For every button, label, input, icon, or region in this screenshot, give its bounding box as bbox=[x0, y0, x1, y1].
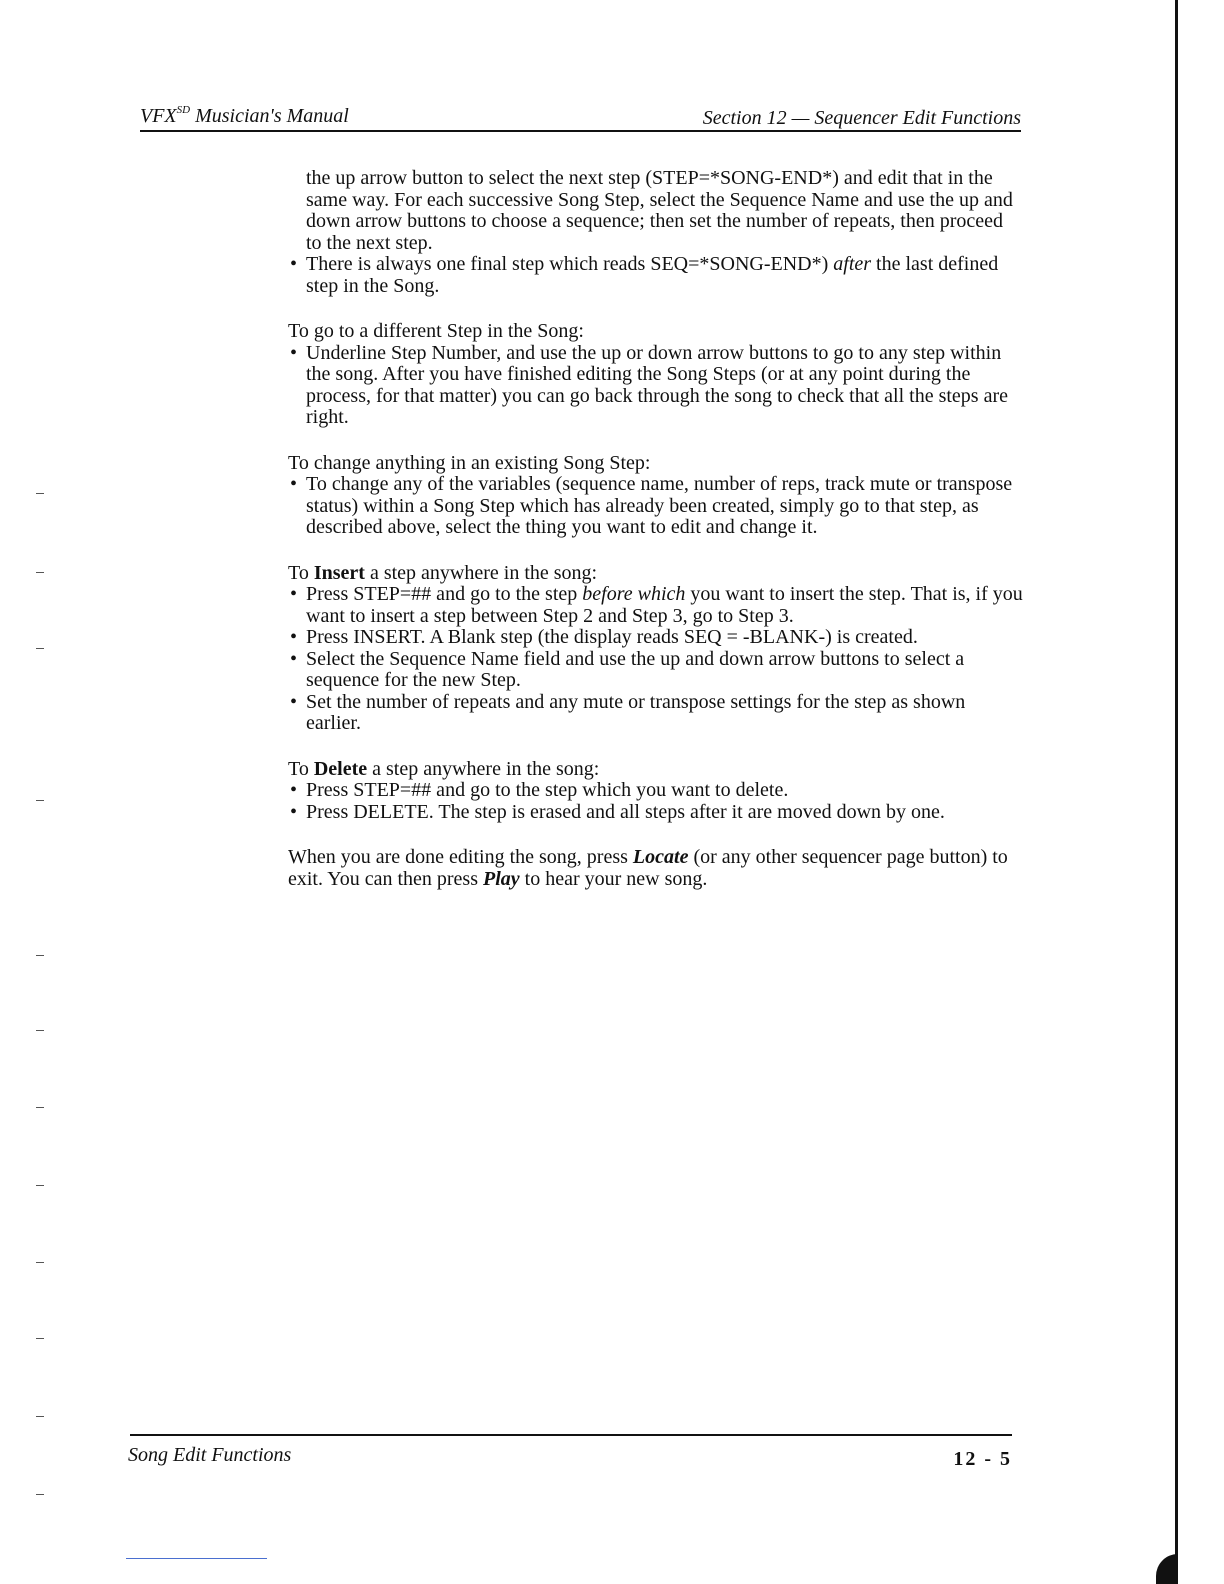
text-run: to hear your new song. bbox=[519, 867, 708, 890]
page-body bbox=[288, 168, 1023, 890]
manual-title-rest: Musician's Manual bbox=[190, 105, 349, 127]
scan-corner-mark bbox=[1156, 1554, 1178, 1584]
goto-heading: To go to a different Step in the Song: bbox=[288, 320, 584, 342]
insert-keyword: Insert bbox=[313, 561, 365, 584]
insert-bullet-list bbox=[288, 584, 1023, 735]
insert-heading bbox=[288, 563, 1023, 585]
margin-tick bbox=[36, 1416, 44, 1417]
list-item: • Select the Sequence Name field and use the up and down arrow buttons to select a sequence for the new Step. bbox=[288, 649, 1023, 692]
manual-title bbox=[140, 104, 349, 128]
delete-bullet-list bbox=[288, 780, 1023, 823]
goto-bullet-list bbox=[288, 343, 1023, 429]
text-run: Press STEP=## and go to the step bbox=[306, 583, 583, 605]
text-run: the last defined step in the Song. bbox=[306, 253, 999, 297]
closing-paragraph bbox=[288, 847, 1023, 890]
text-run: (or any other sequencer page button) to exit. You can then press bbox=[288, 846, 1008, 890]
closing-section bbox=[288, 847, 1023, 890]
manual-title-superscript: SD bbox=[176, 104, 191, 116]
scan-edge-line bbox=[1175, 0, 1178, 1584]
text-run: To bbox=[288, 757, 314, 780]
margin-tick bbox=[36, 800, 44, 801]
bottom-blue-line bbox=[126, 1558, 267, 1559]
list-item: • Set the number of repeats and any mute or transpose settings for the step as shown earlier. bbox=[288, 692, 1023, 735]
margin-tick bbox=[36, 1030, 44, 1031]
list-item bbox=[288, 584, 1023, 627]
list-item: • Underline Step Number, and use the up or down arrow buttons to go to any step within the song. After you have finished editing the Song Steps (or at any point during the process, for that matter) you can go back through the song to check that all the steps are right. bbox=[288, 343, 1023, 429]
text-run: you want to insert the step. That is, if you want to insert a step between Step 2 and Step 3, go to Step 3. bbox=[306, 583, 1023, 627]
footer-chapter-title: Song Edit Functions bbox=[128, 1444, 292, 1466]
intro-section bbox=[288, 168, 1023, 254]
page-number: 12 - 5 bbox=[953, 1448, 1012, 1470]
list-item bbox=[288, 254, 1023, 297]
change-heading: To change anything in an existing Song Step: bbox=[288, 451, 651, 474]
margin-tick bbox=[36, 1494, 44, 1495]
margin-tick bbox=[36, 493, 44, 494]
intro-paragraph: the up arrow button to select the next step (STEP=*SONG-END*) and edit that in the same way. For each successive Song Step, select the Sequence Name and use the up and down arrow buttons to choose a sequence; then set the number of repeats, then proceed to the next step. bbox=[306, 167, 1013, 254]
text-run: a step anywhere in the song: bbox=[364, 561, 598, 584]
delete-heading bbox=[288, 759, 1023, 781]
text-run: When you are done editing the song, press bbox=[288, 846, 633, 868]
list-item: • Press STEP=## and go to the step which you want to delete. bbox=[288, 780, 1023, 802]
text-run: a step anywhere in the song: bbox=[367, 757, 600, 780]
margin-tick bbox=[36, 648, 44, 649]
list-item: • To change any of the variables (sequence name, number of reps, track mute or transpose status) within a Song Step which has already been created, simply go to that step, as described above, select the thing you want to edit and change it. bbox=[288, 474, 1023, 539]
margin-tick bbox=[36, 1107, 44, 1108]
margin-tick bbox=[36, 955, 44, 956]
footer-rule bbox=[130, 1434, 1012, 1436]
goto-step-section bbox=[288, 321, 1023, 429]
change-step-section bbox=[288, 453, 1023, 539]
list-item: • Press INSERT. A Blank step (the display reads SEQ = -BLANK-) is created. bbox=[288, 627, 1023, 649]
emphasis-after: after bbox=[833, 253, 872, 275]
play-button-name: Play bbox=[482, 867, 520, 890]
margin-tick bbox=[36, 1262, 44, 1263]
text-run: There is always one final step which reads SEQ=*SONG-END*) bbox=[306, 253, 834, 275]
manual-title-main: VFX bbox=[140, 105, 177, 127]
margin-tick bbox=[36, 1338, 44, 1339]
section-title: Section 12 — Sequencer Edit Functions bbox=[702, 107, 1021, 129]
page-header bbox=[140, 100, 1021, 132]
delete-keyword: Delete bbox=[313, 757, 368, 780]
locate-button-name: Locate bbox=[632, 846, 689, 868]
insert-step-section bbox=[288, 563, 1023, 735]
emphasis-before-which: before which bbox=[582, 583, 686, 605]
text-run: To bbox=[288, 561, 314, 584]
change-bullet-list bbox=[288, 474, 1023, 539]
margin-tick bbox=[36, 572, 44, 573]
delete-step-section bbox=[288, 759, 1023, 824]
list-item: • Press DELETE. The step is erased and all steps after it are moved down by one. bbox=[288, 802, 1023, 824]
margin-tick bbox=[36, 1185, 44, 1186]
intro-bullet-list bbox=[288, 254, 1023, 297]
